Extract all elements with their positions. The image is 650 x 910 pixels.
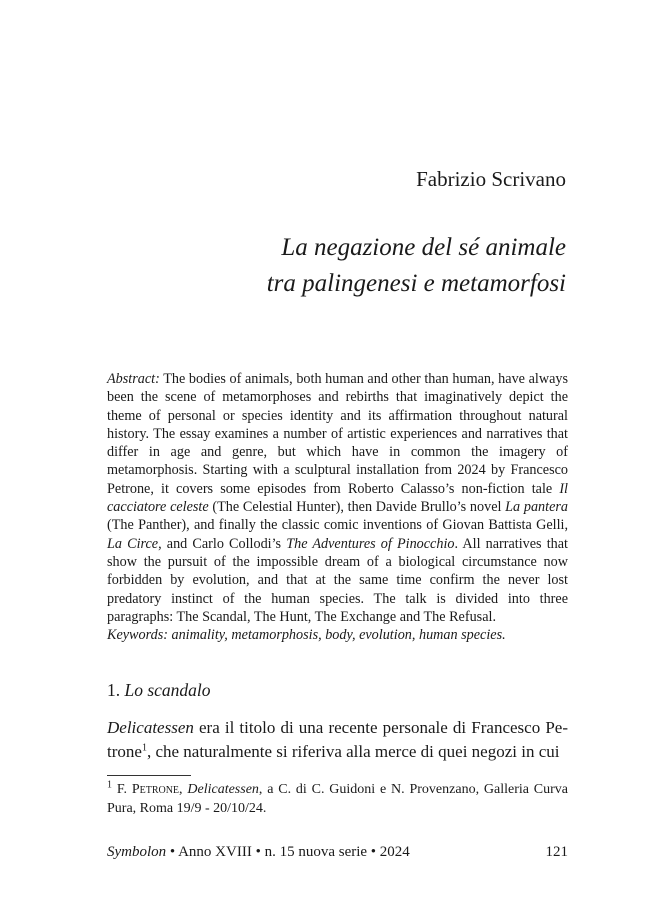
article-title [267, 230, 566, 302]
title-line-1: La negazione del sé animale [281, 234, 566, 261]
body-paragraph [107, 716, 568, 764]
body-text-1: era il titolo di una recente personale di Francesco Petrone [107, 718, 568, 761]
work-title-pantera: La pantera [505, 499, 568, 516]
section-heading [107, 678, 211, 702]
keywords: Keywords: animality, metamorphosis, body, evolution, human species. [107, 627, 506, 644]
work-title-cacciatore: Il cacciatore celeste [107, 480, 568, 516]
footnote-divider [107, 775, 191, 776]
page-footer [107, 842, 568, 862]
section-number: 1. [107, 680, 121, 700]
footnote [107, 780, 568, 818]
footnote-work: Delicatessen [187, 782, 259, 797]
section-title: Lo scandalo [124, 680, 211, 700]
page-number: 121 [545, 844, 568, 860]
work-title-circe: La Circe [107, 535, 159, 552]
title-line-2: tra palingenesi e metamorfosi [266, 270, 566, 297]
work-title-pinocchio: The Adventures of Pinocchio [286, 535, 455, 552]
abstract-text-3: (The Panther), and finally the classic comic inventions of Giovan Battista Gelli, [107, 517, 568, 534]
abstract-text-1: The bodies of animals, both human and other than human, have always been the scene of metamorphoses and rebirths that imaginatively depict the theme of personal or species identity and its affirmation throughout natural history. The essay examines a number of artistic experiences and narratives that differ in age and genre, but which have in common the imagery of metamorphosis. Starting with a sculptural installation from 2024 by Francesco Petrone, it covers some episodes from Roberto Calasso’s non-fiction tale [107, 371, 568, 497]
abstract-text-5: . All narratives that show the pursuit of the impossible dream of a biological circumstance now forbidden by evolution, and that at the same time confirm the never lost predatory instinct of the human species. The talk is divided into three paragraphs: The Scandal, The Hunt, The Exchange and The Refusal. [107, 535, 568, 625]
journal-info [107, 842, 410, 862]
author-name: Fabrizio Scrivano [416, 167, 566, 191]
abstract-text-2: (The Celestial Hunter), then Davide Brullo’s novel [208, 499, 506, 516]
footnote-text: , a C. di C. Guidoni e N. Provenzano, Galleria Curva Pura, Roma 19/9 - 20/10/24. [107, 782, 569, 816]
footnote-reference[interactable]: 1 [141, 742, 147, 754]
journal-name: Symbolon [107, 844, 167, 860]
body-emphasis: Delicatessen [107, 718, 194, 737]
abstract-label: Abstract: [107, 371, 160, 387]
abstract [107, 370, 568, 644]
journal-details: • Anno XVIII • n. 15 nuova serie • 2024 [166, 844, 410, 860]
footnote-number: 1 [107, 779, 112, 791]
abstract-text-4: , and Carlo Collodi’s [158, 535, 287, 552]
footnote-author: F. Petrone, [116, 782, 183, 797]
body-text-2: , che naturalmente si riferiva alla merce di quei negozi in cui [146, 742, 560, 761]
